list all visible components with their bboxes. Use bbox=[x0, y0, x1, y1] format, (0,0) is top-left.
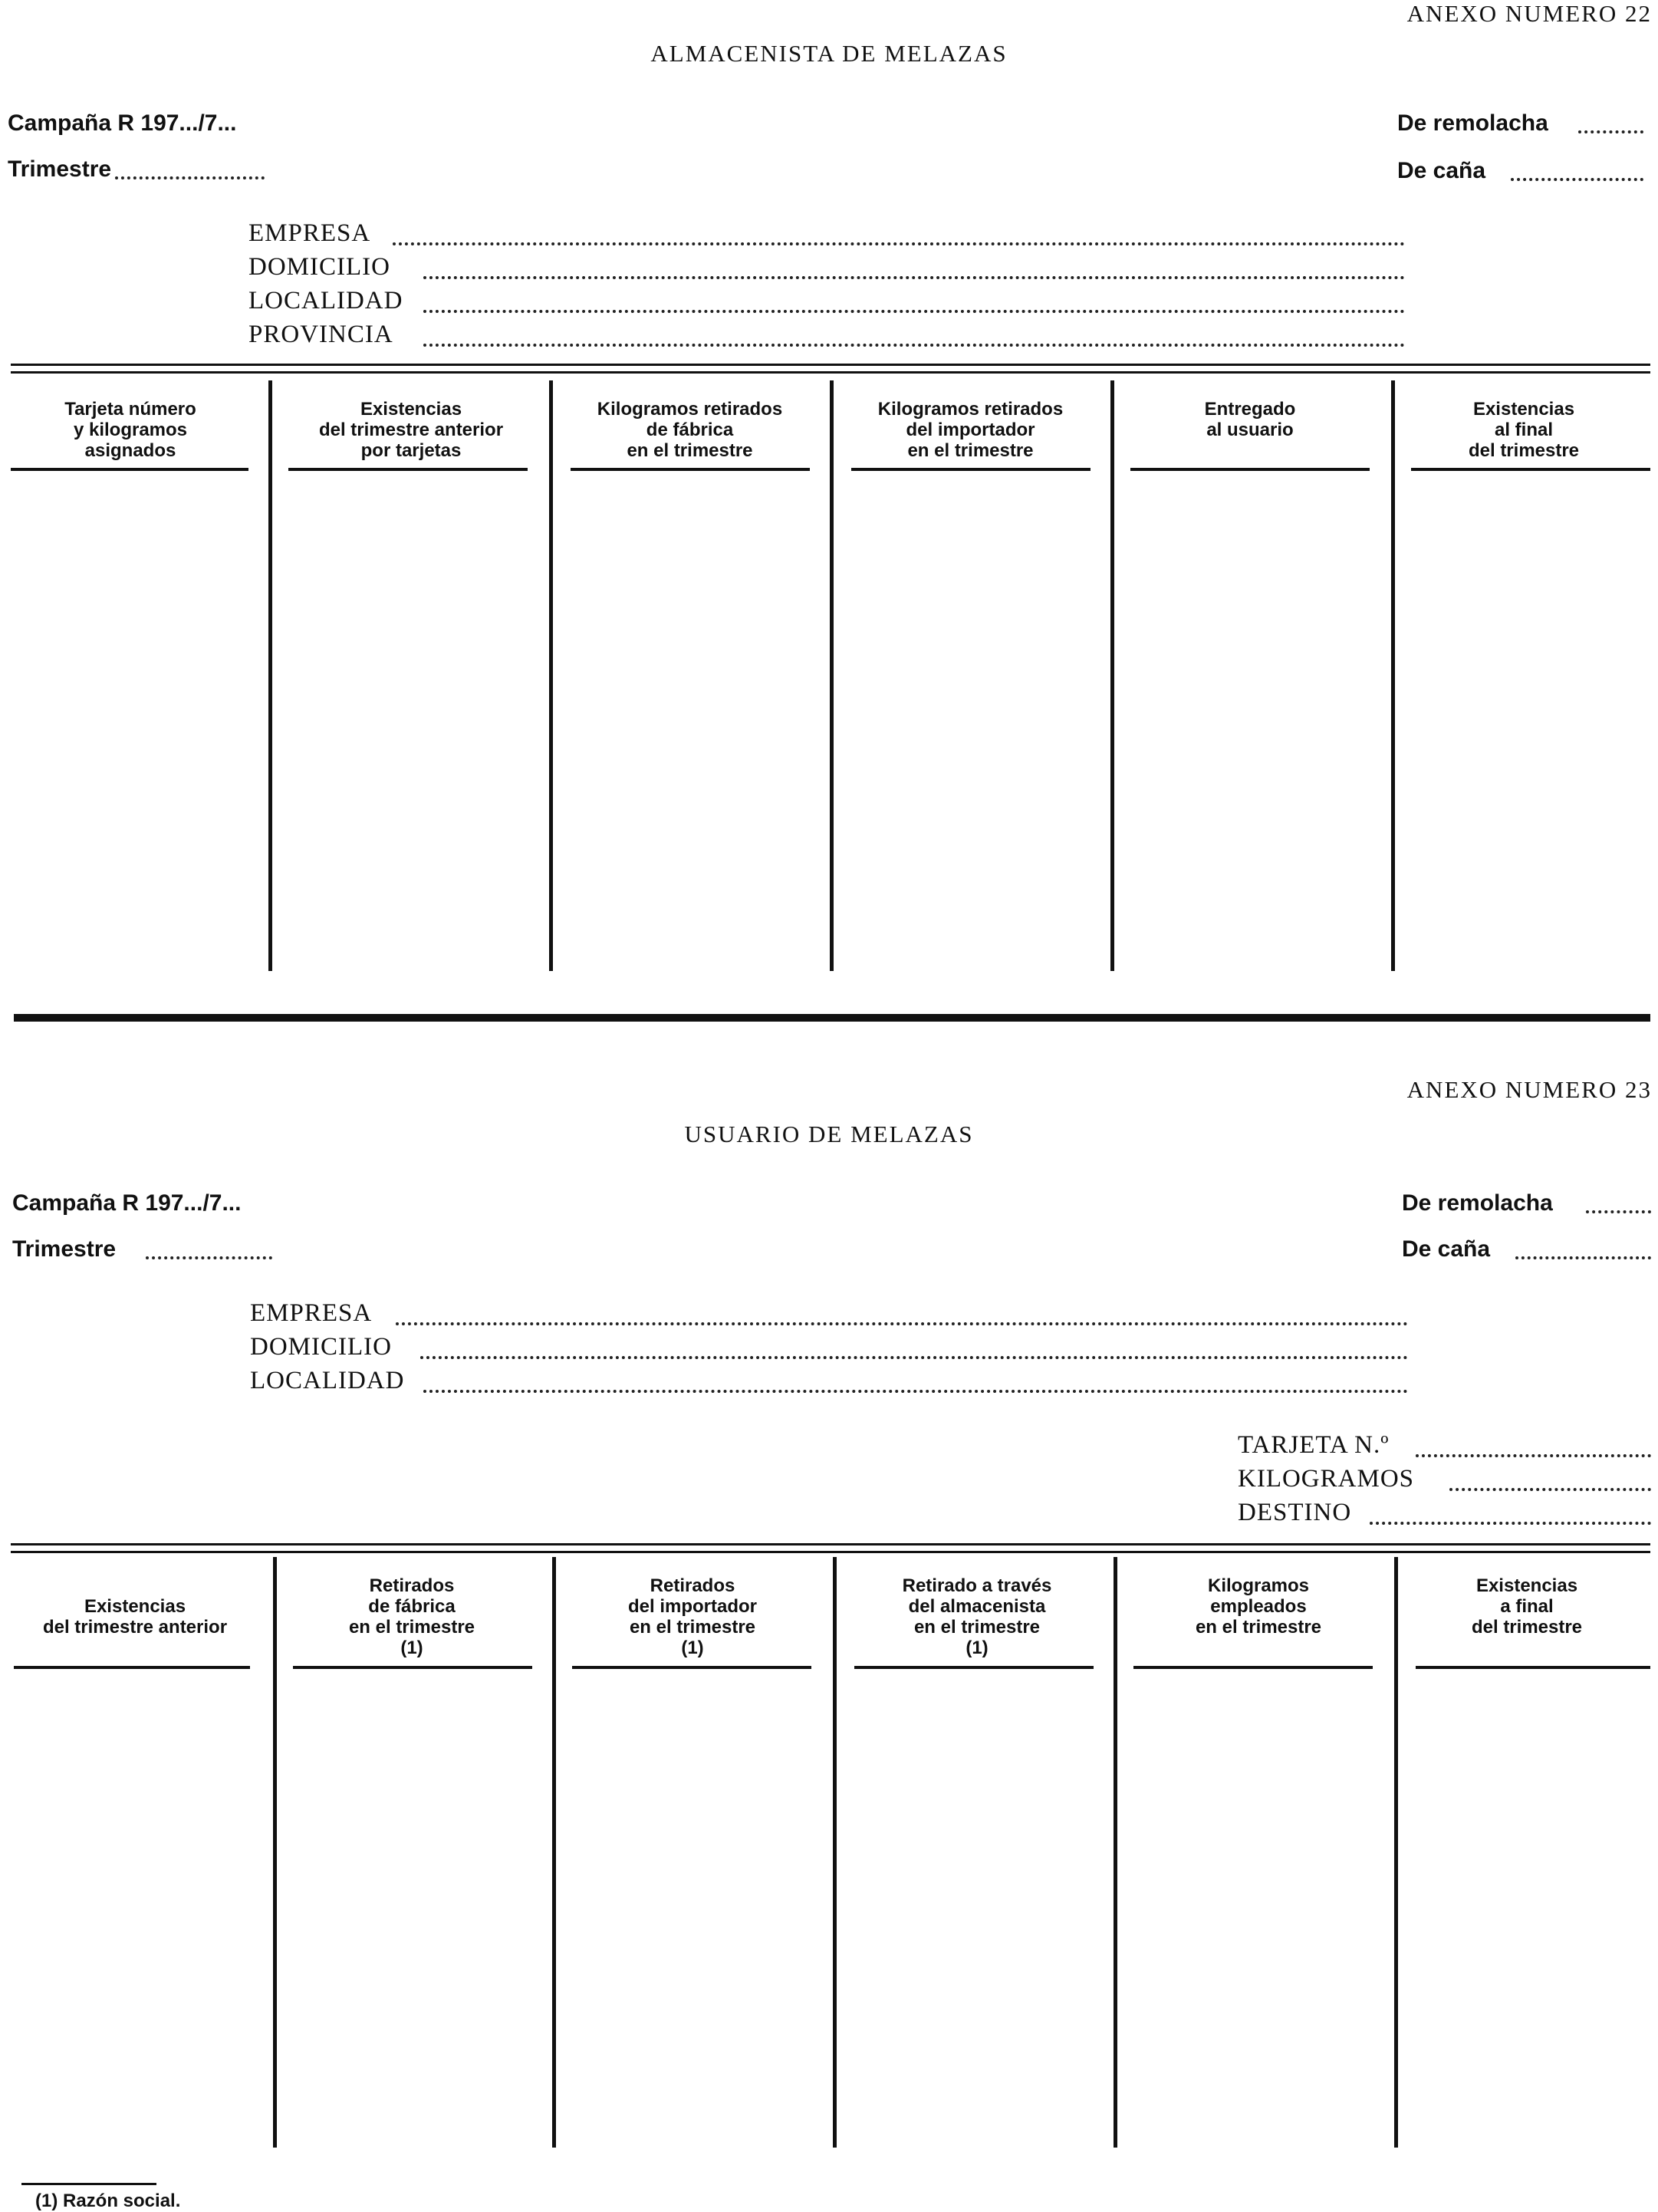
kilograms-label: KILOGRAMOS bbox=[1238, 1465, 1415, 1493]
company-field-localidad: LOCALIDAD bbox=[248, 287, 403, 314]
col22-separator-1 bbox=[268, 380, 272, 971]
col23-factory-header: Retirados de fábrica en el trimestre (1) bbox=[348, 1575, 475, 1658]
company-field-domicilio: DOMICILIO bbox=[248, 253, 390, 281]
destination-label: DESTINO bbox=[1238, 1499, 1352, 1526]
cane-label-23: De caña bbox=[1402, 1236, 1491, 1262]
trimester-dots[interactable] bbox=[115, 176, 265, 179]
col23-importer-header: Retirados del importador en el trimestre (1) bbox=[627, 1575, 757, 1658]
annex-23-header: ANEXO NUMERO 23 bbox=[1406, 1076, 1652, 1103]
company-field-empresa-23: EMPRESA bbox=[250, 1299, 373, 1327]
col23-warehouse-header: Retirado a través del almacenista en el trimestre (1) bbox=[902, 1575, 1052, 1658]
col22-prev-stock-header: Existencias del trimestre anterior por tarjetas bbox=[318, 399, 504, 461]
col23-separator-4 bbox=[1114, 1557, 1117, 2148]
col23-rule-6 bbox=[1416, 1666, 1650, 1669]
footnote-rule bbox=[21, 2183, 156, 2185]
annex-22-header: ANEXO NUMERO 22 bbox=[1406, 0, 1652, 27]
beet-dots-23[interactable] bbox=[1586, 1210, 1651, 1213]
form-23-title: USUARIO DE MELAZAS bbox=[684, 1121, 974, 1147]
col22-card-header: Tarjeta número y kilogramos asignados bbox=[64, 399, 196, 461]
footnote: (1) Razón social. bbox=[35, 2191, 181, 2211]
col23-separator-1 bbox=[273, 1557, 277, 2148]
card-number-label: TARJETA N.º bbox=[1238, 1431, 1390, 1459]
col22-rule-5 bbox=[1130, 468, 1370, 471]
col22-separator-5 bbox=[1391, 380, 1395, 971]
col23-separator-5 bbox=[1394, 1557, 1398, 2148]
col22-rule-6 bbox=[1411, 468, 1650, 471]
company-field-provincia: PROVINCIA bbox=[248, 321, 393, 348]
col23-rule-1 bbox=[14, 1666, 250, 1669]
company-field-localidad-23: LOCALIDAD bbox=[250, 1367, 405, 1394]
col22-rule-2 bbox=[288, 468, 528, 471]
trimester-label-23: Trimestre bbox=[12, 1236, 117, 1262]
localidad-dots[interactable] bbox=[423, 310, 1405, 313]
card-number-dots[interactable] bbox=[1416, 1454, 1651, 1457]
table-22-top-rule-2 bbox=[11, 371, 1650, 374]
trimester-dots-23[interactable] bbox=[146, 1256, 272, 1259]
col22-separator-4 bbox=[1110, 380, 1114, 971]
empresa-dots-23[interactable] bbox=[396, 1322, 1408, 1325]
col22-importer-header: Kilogramos retirados del importador en el trimestre bbox=[877, 399, 1064, 461]
col23-prev-stock-header: Existencias del trimestre anterior bbox=[42, 1596, 228, 1638]
col22-delivered-header: Entregado al usuario bbox=[1204, 399, 1296, 440]
beet-label-23: De remolacha bbox=[1402, 1190, 1553, 1216]
col22-final-stock-header: Existencias al final del trimestre bbox=[1468, 399, 1580, 461]
provincia-dots[interactable] bbox=[423, 344, 1405, 347]
col22-factory-header: Kilogramos retirados de fábrica en el trimestre bbox=[597, 399, 783, 461]
destination-dots[interactable] bbox=[1370, 1522, 1651, 1525]
table-23-top-rule bbox=[11, 1543, 1650, 1545]
col23-rule-2 bbox=[293, 1666, 532, 1669]
beet-dots[interactable] bbox=[1578, 130, 1643, 133]
col22-rule-3 bbox=[571, 468, 810, 471]
table-22-bottom-rule bbox=[14, 1014, 1650, 1022]
col23-separator-2 bbox=[552, 1557, 556, 2148]
kilograms-dots[interactable] bbox=[1449, 1488, 1651, 1491]
company-field-domicilio-23: DOMICILIO bbox=[250, 1333, 392, 1361]
campaign-label-23: Campaña R 197.../7... bbox=[12, 1190, 242, 1216]
beet-label: De remolacha bbox=[1397, 110, 1548, 136]
col23-rule-4 bbox=[854, 1666, 1094, 1669]
empresa-dots[interactable] bbox=[393, 242, 1405, 245]
cane-label: De caña bbox=[1397, 158, 1486, 183]
col22-separator-3 bbox=[830, 380, 834, 971]
domicilio-dots-23[interactable] bbox=[420, 1356, 1408, 1359]
col23-separator-3 bbox=[833, 1557, 837, 2148]
localidad-dots-23[interactable] bbox=[423, 1390, 1408, 1393]
company-field-empresa: EMPRESA bbox=[248, 219, 371, 247]
domicilio-dots[interactable] bbox=[423, 276, 1405, 279]
table-22-top-rule bbox=[11, 364, 1650, 366]
col23-final-stock-header: Existencias a final del trimestre bbox=[1471, 1575, 1583, 1638]
col23-rule-3 bbox=[572, 1666, 811, 1669]
col22-separator-2 bbox=[549, 380, 553, 971]
col22-rule-4 bbox=[851, 468, 1091, 471]
campaign-label: Campaña R 197.../7... bbox=[8, 110, 237, 136]
cane-dots-23[interactable] bbox=[1515, 1256, 1651, 1259]
cane-dots[interactable] bbox=[1511, 178, 1643, 181]
form-22-title: ALMACENISTA DE MELAZAS bbox=[650, 40, 1008, 67]
col22-rule-1 bbox=[11, 468, 248, 471]
col23-used-kg-header: Kilogramos empleados en el trimestre bbox=[1195, 1575, 1322, 1638]
col23-rule-5 bbox=[1133, 1666, 1373, 1669]
trimester-label: Trimestre bbox=[8, 156, 112, 182]
table-23-top-rule-2 bbox=[11, 1551, 1650, 1553]
